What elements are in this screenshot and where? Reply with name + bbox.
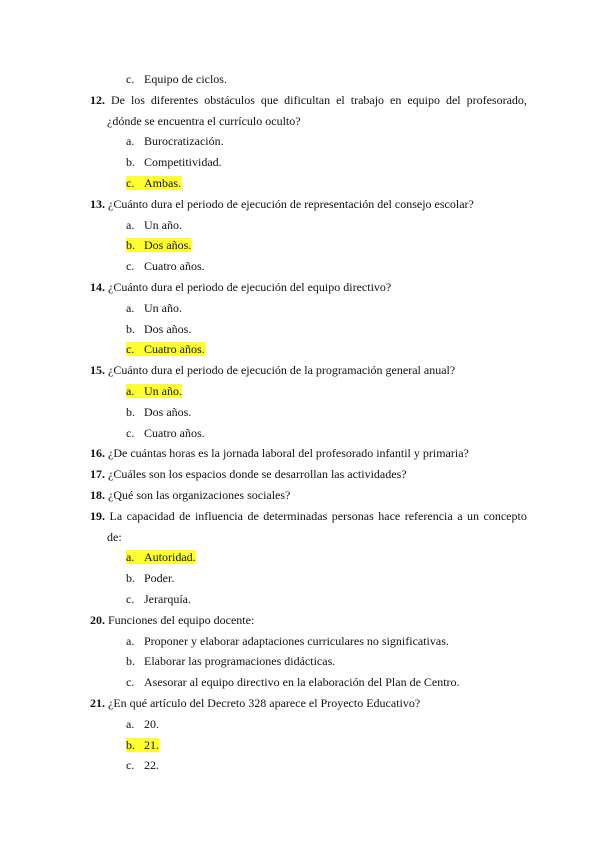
option-letter: a. (126, 384, 135, 398)
option-letter: c. (126, 592, 135, 606)
answer-option-highlighted (126, 737, 159, 753)
question-line (90, 612, 254, 628)
answer-option (126, 716, 159, 732)
option-text: Un año. (144, 384, 182, 398)
question-line (90, 362, 455, 378)
option-letter: b. (126, 321, 135, 336)
answer-option (126, 653, 335, 669)
option-letter: b. (126, 404, 135, 419)
option-text: Cuatro años. (144, 259, 205, 274)
question-word: a (457, 508, 463, 523)
option-letter: b. (126, 238, 135, 253)
answer-option (126, 674, 460, 690)
question-word: La (109, 508, 123, 523)
option-text: Elaborar las programaciones didácticas. (144, 654, 336, 669)
question-text: ¿De cuántas horas es la jornada laboral del profesorado infantil y primaria? (105, 446, 469, 461)
answer-option-highlighted (126, 383, 182, 399)
question-line (90, 466, 407, 482)
question-text: ¿Cuánto dura el periodo de ejecución del equipo directivo? (105, 280, 392, 294)
question-line (90, 279, 391, 295)
question-line (90, 196, 474, 212)
question-line (90, 508, 527, 524)
question-number: 15. (90, 363, 105, 378)
option-text: Poder. (144, 571, 175, 586)
question-word: influencia (194, 508, 243, 523)
answer-option (126, 404, 191, 420)
question-word: De (110, 92, 125, 107)
option-text: Un año. (144, 217, 182, 232)
option-letter: b. (126, 571, 135, 586)
answer-option (126, 591, 191, 607)
question-number: 17. (90, 467, 105, 482)
option-letter: a. (126, 300, 135, 315)
option-letter: b. (126, 737, 135, 752)
answer-option-highlighted (126, 237, 191, 253)
question-number: 13. (90, 196, 105, 211)
option-letter: b. (126, 654, 135, 669)
question-word: en (390, 92, 402, 107)
question-line (90, 445, 469, 461)
answer-option-highlighted (126, 175, 181, 191)
option-letter: c. (126, 72, 135, 86)
option-text: Burocratización. (144, 134, 224, 149)
question-word: personas (331, 508, 374, 523)
question-text: ¿Qué son las organizaciones sociales? (105, 488, 291, 502)
option-letter: a. (126, 716, 135, 731)
question-word: equipo (407, 92, 440, 107)
option-letter: a. (126, 550, 135, 565)
question-word: referencia (404, 508, 453, 523)
answer-option (126, 217, 182, 233)
option-letter: c. (126, 176, 135, 190)
option-letter: a. (126, 217, 135, 232)
question-continuation: de: (107, 529, 122, 544)
question-word: determinadas (263, 508, 328, 523)
question-continuation: ¿dónde se encuentra el currículo oculto? (107, 113, 301, 128)
option-text: Ambas. (144, 176, 181, 190)
option-text: Un año. (144, 300, 182, 315)
option-text: Autoridad. (144, 550, 196, 565)
question-word: del (445, 92, 461, 107)
question-line (90, 487, 290, 503)
option-text: 20. (144, 716, 159, 731)
question-text: Funciones del equipo docente: (105, 612, 255, 627)
question-number: 14. (90, 280, 105, 294)
question-word: profesorado, (466, 92, 527, 107)
question-word: dificultan (284, 92, 331, 107)
answer-option (126, 300, 182, 316)
question-word: capacidad (126, 508, 175, 523)
option-letter: a. (126, 633, 135, 648)
question-text: ¿En qué artículo del Decreto 328 aparece el Proyecto Educativo? (105, 696, 421, 710)
option-text: Competitividad. (144, 155, 222, 170)
question-text: ¿Cuánto dura el periodo de ejecución de la programación general anual? (105, 363, 456, 378)
question-word: que (260, 92, 279, 107)
option-letter: c. (126, 259, 135, 274)
option-letter: c. (126, 425, 135, 440)
question-word: los (130, 92, 145, 107)
option-text: Asesorar al equipo directivo en la elaboración del Plan de Centro. (144, 675, 460, 690)
answer-option (126, 633, 449, 649)
option-text: Proponer y elaborar adaptaciones curriculares no significativas. (144, 633, 449, 648)
option-text: Cuatro años. (144, 342, 205, 357)
answer-option-highlighted (126, 341, 205, 357)
answer-option (126, 570, 174, 586)
option-text: Dos años. (144, 321, 192, 336)
answer-option (126, 321, 191, 337)
question-word: concepto (483, 508, 527, 523)
question-number: 20. (90, 612, 105, 627)
question-word: diferentes (150, 92, 199, 107)
option-letter: a. (126, 134, 135, 149)
answer-option-highlighted (126, 549, 196, 565)
option-text: 21. (144, 737, 159, 752)
answer-option (126, 258, 205, 274)
answer-option (126, 425, 205, 441)
option-text: Cuatro años. (144, 425, 205, 440)
question-word: obstáculos (204, 92, 255, 107)
question-line (90, 695, 420, 711)
question-text: ¿Cuánto dura el periodo de ejecución de representación del consejo escolar? (105, 196, 474, 211)
question-text: ¿Cuáles son los espacios donde se desarrollan las actividades? (105, 467, 407, 482)
option-letter: c. (126, 758, 135, 773)
question-word: el (336, 92, 345, 107)
option-letter: c. (126, 342, 135, 357)
question-word: de (247, 508, 259, 523)
answer-option (126, 757, 159, 773)
question-number: 18. (90, 488, 105, 502)
question-line (90, 92, 527, 108)
answer-option (126, 133, 224, 149)
option-text: Dos años. (144, 404, 192, 419)
question-word: de (179, 508, 191, 523)
question-word: trabajo (350, 92, 385, 107)
question-number: 16. (90, 446, 105, 461)
question-word: hace (378, 508, 401, 523)
question-number: 12. (90, 92, 105, 107)
option-text: Jerarquía. (144, 592, 191, 606)
answer-option (126, 71, 227, 87)
answer-option (126, 154, 222, 170)
option-text: Equipo de ciclos. (144, 72, 227, 86)
question-number: 19. (90, 508, 105, 523)
option-text: 22. (144, 758, 159, 773)
question-word: un (467, 508, 480, 523)
option-letter: b. (126, 155, 135, 170)
option-text: Dos años. (144, 238, 192, 253)
option-letter: c. (126, 675, 135, 690)
question-number: 21. (90, 696, 105, 710)
